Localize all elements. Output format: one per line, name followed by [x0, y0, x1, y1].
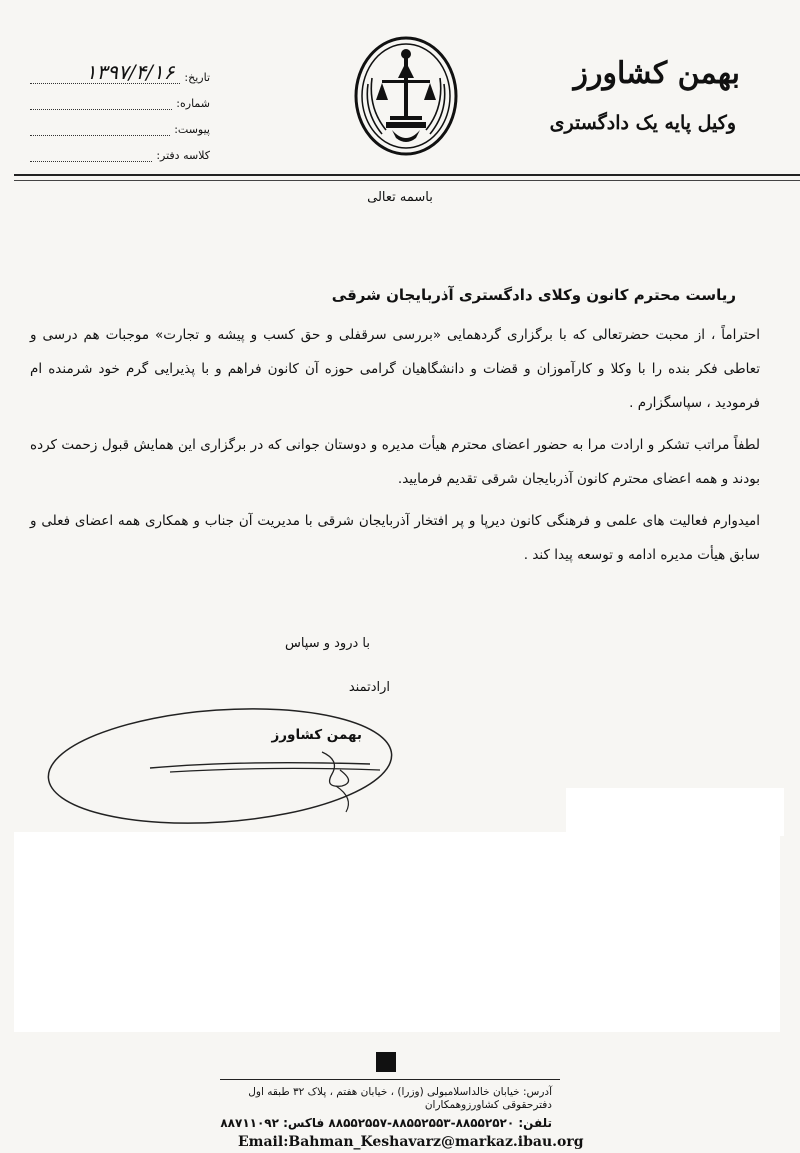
number-row	[30, 84, 210, 110]
office-name: دفترحقوقی کشاورزوهمکاران	[424, 1099, 552, 1111]
sincerely: ارادتمند	[348, 680, 390, 695]
redacted-area	[14, 832, 780, 1032]
attachment-label: پیوست:	[174, 123, 210, 136]
footer-email: Email:Bahman_Keshavarz@markaz.ibau.org	[238, 1134, 584, 1150]
attachment-row	[30, 110, 210, 136]
footer-divider	[220, 1079, 560, 1080]
letter-meta-fields	[30, 58, 210, 162]
footer-mark	[376, 1052, 396, 1072]
closing: با درود و سپاس	[284, 636, 370, 651]
paragraph: لطفاً مراتب تشکر و ارادت مرا به حضور اعضای محترم هیأت مدیره و دوستان جوانی که در برگزاری این همایش قبول زحمت کرده بودند و همه اعضای محترم کانون آذربایجان شرقی تقدیم فرمایید.	[30, 437, 760, 487]
letter-body	[30, 318, 760, 580]
invocation: باسمه تعالی	[367, 190, 433, 205]
footer-address	[248, 1086, 552, 1112]
header-divider	[14, 174, 800, 176]
sender-name: بهمن کشاورز	[573, 56, 740, 91]
date-label: تاریخ:	[184, 71, 210, 84]
paragraph: امیدوارم فعالیت های علمی و فرهنگی کانون دیرپا و پر افتخار آذربایجان شرقی با مدیریت آن جناب و همکاری همه اعضای فعلی و سابق هیأت مدیره ادامه و توسعه پیدا کند .	[30, 513, 760, 563]
header-divider-thin	[14, 180, 800, 181]
office-class-row	[30, 136, 210, 162]
bar-association-emblem	[352, 34, 460, 160]
date-value: ۱۳۹۷/۴/۱۶	[85, 60, 175, 84]
office-class-label: کلاسه دفتر:	[156, 149, 210, 162]
footer-phones: تلفن: ۸۸۵۵۲۵۲۰-۸۸۵۵۲۵۵۳-۸۸۵۵۲۵۵۷ فاکس: ۸۸۷۱۱۰۹۲	[220, 1116, 552, 1130]
paragraph: احتراماً ، از محبت حضرتعالی که با برگزاری گردهمایی «بررسی سرقفلی و حق کسب و پیشه و تجارت» موجبات هم درسی و تعاطی فکر بنده را با وکلا و کارآموزان و قضات و دانشگاهیان گرامی حوزه آن کانون فراهم و با پذیرایی گرم خود شرمنده ام فرمودید ، سپاسگزارم .	[30, 327, 760, 411]
number-label: شماره:	[176, 97, 210, 110]
address-line: آدرس: خیابان خالداسلامبولی (وزرا) ، خیابان هفتم ، پلاک ۳۲ طبقه اول	[248, 1086, 552, 1098]
addressee: ریاست محترم کانون وکلای دادگستری آذربایجان شرقی	[331, 286, 736, 304]
redacted-area	[566, 788, 784, 836]
date-row	[30, 58, 210, 84]
signer-name: بهمن کشاورز	[271, 727, 362, 743]
handwritten-signature	[40, 700, 400, 830]
sender-title: وکیل پایه یک دادگستری	[549, 112, 736, 134]
